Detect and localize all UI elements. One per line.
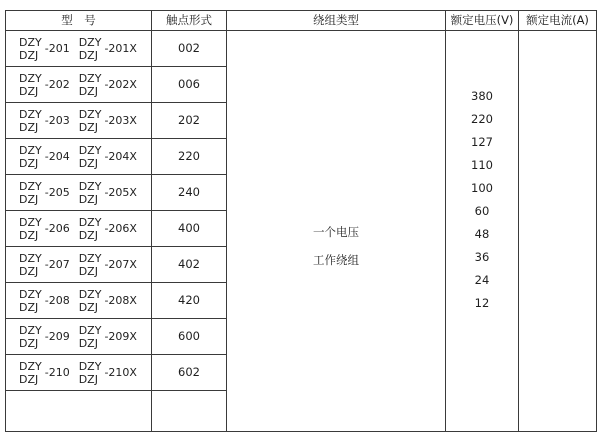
model-variant <box>79 72 137 98</box>
model-prefix: DZJ <box>19 156 39 170</box>
model-prefix: DZJ <box>19 192 39 206</box>
contact-form-cell-partial <box>152 391 227 431</box>
model-cell <box>6 139 152 175</box>
model-variant <box>19 144 70 170</box>
model-suffix: -201 <box>44 42 70 55</box>
model-prefix: DZY <box>78 179 102 193</box>
model-variant <box>79 144 137 170</box>
voltage-value: 127 <box>471 135 493 149</box>
model-prefix: DZJ <box>19 84 39 98</box>
model-prefix: DZJ <box>78 336 98 350</box>
voltage-value: 60 <box>474 204 490 218</box>
model-variant <box>79 324 137 350</box>
model-suffix: -203 <box>44 114 70 127</box>
voltage-value: 12 <box>474 296 490 310</box>
model-cell <box>6 211 152 247</box>
model-variant <box>19 108 70 134</box>
model-prefix: DZJ <box>78 300 98 314</box>
model-cell-partial <box>6 391 152 431</box>
model-prefix: DZY <box>19 359 42 373</box>
model-prefix: DZJ <box>78 228 98 242</box>
model-suffix: -206 <box>44 222 70 235</box>
model-cell <box>6 175 152 211</box>
voltage-value: 48 <box>474 227 490 241</box>
model-prefix: DZJ <box>19 372 39 386</box>
model-prefix: DZJ <box>78 48 98 62</box>
model-suffix: -207X <box>104 258 137 271</box>
winding-type-line: 一个电压 <box>313 224 359 239</box>
spec-table <box>5 10 597 432</box>
model-prefix: DZY <box>19 71 42 85</box>
model-variant <box>19 288 70 314</box>
model-variant <box>79 288 137 314</box>
model-suffix: -207 <box>44 258 70 271</box>
model-variant <box>79 108 137 134</box>
model-prefix: DZY <box>78 107 102 121</box>
header-contact-form: 触点形式 <box>152 11 227 31</box>
model-prefix: DZY <box>19 35 42 49</box>
contact-form-cell: 400 <box>152 211 227 247</box>
model-suffix: -203X <box>104 114 137 127</box>
model-variant <box>79 180 137 206</box>
model-prefix: DZY <box>19 287 42 301</box>
model-suffix: -210 <box>44 366 70 379</box>
model-variant <box>19 324 70 350</box>
contact-form-cell: 600 <box>152 319 227 355</box>
model-prefix: DZY <box>19 251 42 265</box>
model-cell <box>6 103 152 139</box>
model-prefix: DZJ <box>78 156 98 170</box>
header-model: 型 号 <box>6 11 152 31</box>
model-prefix: DZJ <box>78 264 98 278</box>
model-prefix: DZJ <box>19 48 39 62</box>
model-suffix: -204X <box>104 150 137 163</box>
voltage-value: 220 <box>471 112 493 126</box>
model-cell <box>6 319 152 355</box>
model-suffix: -210X <box>104 366 137 379</box>
header-rated-current: 额定电流(A) <box>519 11 596 31</box>
model-variant <box>19 216 70 242</box>
contact-form-cell: 602 <box>152 355 227 391</box>
contact-form-cell: 420 <box>152 283 227 319</box>
contact-form-cell: 240 <box>152 175 227 211</box>
model-prefix: DZY <box>78 215 102 229</box>
model-prefix: DZY <box>19 179 42 193</box>
model-suffix: -208 <box>44 294 70 307</box>
model-suffix: -202X <box>104 78 137 91</box>
model-prefix: DZY <box>19 215 42 229</box>
model-prefix: DZY <box>78 359 102 373</box>
model-variant <box>79 36 137 62</box>
model-suffix: -205 <box>44 186 70 199</box>
model-variant <box>19 180 70 206</box>
winding-type-cell <box>227 31 446 431</box>
model-variant <box>19 36 70 62</box>
winding-type-line: 工作绕组 <box>313 252 359 267</box>
model-variant <box>19 72 70 98</box>
model-prefix: DZJ <box>78 120 98 134</box>
model-cell <box>6 247 152 283</box>
model-prefix: DZY <box>19 323 42 337</box>
voltage-value: 110 <box>471 158 493 172</box>
model-prefix: DZJ <box>19 228 39 242</box>
header-rated-voltage: 额定电压(V) <box>446 11 519 31</box>
model-prefix: DZJ <box>78 84 98 98</box>
model-prefix: DZY <box>78 71 102 85</box>
model-suffix: -202 <box>44 78 70 91</box>
model-prefix: DZY <box>78 323 102 337</box>
contact-form-cell: 002 <box>152 31 227 67</box>
rated-voltage-cell <box>446 31 519 431</box>
model-cell <box>6 355 152 391</box>
model-variant <box>19 360 70 386</box>
voltage-value: 380 <box>471 89 493 103</box>
model-cell <box>6 283 152 319</box>
model-prefix: DZJ <box>78 192 98 206</box>
model-prefix: DZY <box>78 251 102 265</box>
model-cell <box>6 67 152 103</box>
model-variant <box>19 252 70 278</box>
model-suffix: -201X <box>104 42 137 55</box>
model-suffix: -204 <box>44 150 70 163</box>
model-prefix: DZJ <box>19 300 39 314</box>
contact-form-cell: 220 <box>152 139 227 175</box>
model-prefix: DZY <box>19 107 42 121</box>
model-prefix: DZJ <box>19 336 39 350</box>
model-suffix: -209 <box>44 330 70 343</box>
model-suffix: -209X <box>104 330 137 343</box>
header-winding-type: 绕组类型 <box>227 11 446 31</box>
contact-form-cell: 006 <box>152 67 227 103</box>
model-prefix: DZJ <box>19 120 39 134</box>
model-prefix: DZY <box>78 143 102 157</box>
model-prefix: DZJ <box>78 372 98 386</box>
voltage-value: 36 <box>474 250 490 264</box>
model-suffix: -205X <box>104 186 137 199</box>
voltage-value: 100 <box>471 181 493 195</box>
contact-form-cell: 402 <box>152 247 227 283</box>
model-suffix: -206X <box>104 222 137 235</box>
model-variant <box>79 252 137 278</box>
model-prefix: DZY <box>78 287 102 301</box>
contact-form-cell: 202 <box>152 103 227 139</box>
rated-current-cell <box>519 31 596 431</box>
model-suffix: -208X <box>104 294 137 307</box>
model-variant <box>79 360 137 386</box>
model-cell <box>6 31 152 67</box>
voltage-value: 24 <box>474 273 490 287</box>
model-prefix: DZY <box>78 35 102 49</box>
model-prefix: DZY <box>19 143 42 157</box>
model-prefix: DZJ <box>19 264 39 278</box>
model-variant <box>79 216 137 242</box>
